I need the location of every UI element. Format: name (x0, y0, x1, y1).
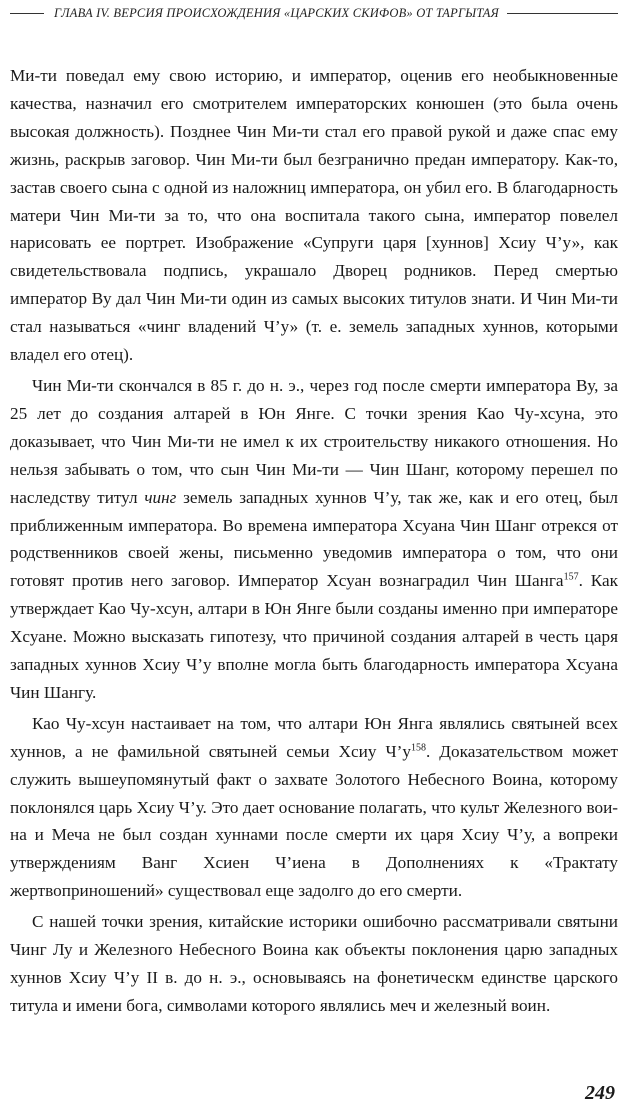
page-number: 249 (585, 1082, 615, 1104)
page-body (10, 62, 618, 1023)
paragraph-2 (10, 372, 618, 707)
chapter-running-title: ГЛАВА IV. ВЕРСИЯ ПРОИСХОЖДЕНИЯ «ЦАРСКИХ СКИФОВ» ОТ ТАРГЫТАЯ (54, 5, 499, 20)
paragraph-2-text-c: . Как утверждает Као Чу-хсун, алтари в Юн Янге были созданы именно при императоре Хсуане. Можно высказать гипотезу, что причиной создания алтарей в честь царя западных хуннов Хсиу Ч’у вполне могла быть благодарность императора Хсуана Чин Шангу. (10, 571, 619, 702)
paragraph-3 (10, 710, 618, 905)
paragraph-1: Ми-ти поведал ему свою историю, и император, оценив его необыкновенные качества, назначил его смотрителем императорских конюшен (это была очень высокая должность). Позднее Чин Ми-ти стал его правой рукой и даже спас ему жизнь, раскрыв заговор. Чин Ми-ти был безгранично предан императору. Как-то, застав своего сына с одной из наложниц императора, он убил его. В благодарность матери Чин Ми-ти за то, что она воспитала такого сына, император повелел нарисовать ее портрет. Изображение «Супруги царя [хуннов] Хсиу Ч’у», как свидетельствовала подпись, украшало Дворец родников. Перед смертью император Ву дал Чин Ми-ти один из самых высоких титулов знати. И Чин Ми-ти стал называться «чинг владений Ч’у» (т. е. земель западных хуннов, которыми владел его отец). (10, 66, 618, 365)
paragraph-2-text-a: Чин Ми-ти скончался в 85 г. до н. э., через год после смерти императора Ву, за 25 лет до создания алтарей в Юн Янге. С точки зрения Као Чу-хсуна, это доказывает, что Чин Ми-ти не имел к их строительству никакого отношения. Но нельзя забывать о том, что сын Чин Ми-ти — Чин Шанг, которому перешел по наследству титул (10, 375, 618, 507)
paragraph-3-text-b: . Доказательством может служить вышеупомянутый факт о захвате Золотого Небесного Воина, которому поклонялся царь Хсиу Ч’у. Это дает основание полагать, что культ Железного воина и Меча не был создан хуннами после смерти их царя Хсиу Ч’у, а вопреки утверждениям Ванг Хсиен Ч’иена в Дополнениях к «Трактату жертвоприношений» существовал еще задолго до его смерти. (10, 741, 618, 901)
paragraph-2-italic-term: чинг (144, 487, 177, 507)
header-rule-right (507, 13, 618, 14)
footnote-marker-158: 158 (410, 742, 426, 754)
footnote-marker-157: 157 (563, 571, 579, 583)
paragraph-4: С нашей точки зрения, китайские историки ошибочно рассматривали святыни Чинг Лу и Железного Небесного Воина как объекты поклонения царю западных хуннов Хсиу Ч’у II в. до н. э., основываясь на фонетическм единстве царского титула и имени бога, символами которого являлись меч и железный воин. (10, 912, 618, 1015)
header-rule-left (10, 13, 44, 14)
paragraph-2-text-b: земель западных хуннов Ч’у, так же, как и его отец, был приближенным императора. Во времена императора Хсуана Чин Шанг отрекся от родственников своей жены, письменно уведомив императора о том, что они готовят против него заговор. Император Хсуан вознаградил Чин Шанга (10, 487, 619, 591)
paragraph-3-text-a: Као Чу-хсун настаивает на том, что алтари Юн Янга являлись святыней всех хуннов, а не фамильной святыней семьи Хсиу Ч’у (10, 713, 618, 761)
running-header (10, 0, 618, 26)
